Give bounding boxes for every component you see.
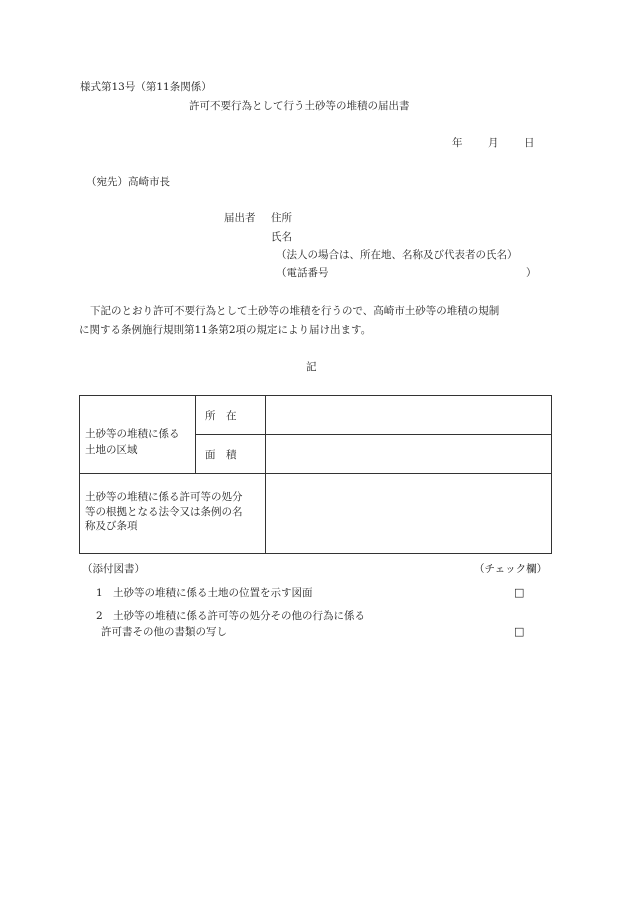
date-year-label: 年 [452,137,463,149]
body-text-line2: に関する条例施行規則第11条第2項の規定により届け出ます。 [79,324,372,336]
attachment-2-text-line2: 許可書その他の書類の写し [101,626,227,638]
attachment-2-checkbox[interactable]: □ [514,625,525,638]
phone-close-paren: ） [526,267,537,279]
attachment-2-number: 2 [96,610,103,622]
date-month-label: 月 [488,137,499,149]
legal-basis-value-cell[interactable] [266,474,552,554]
form-number: 様式第13号（第11条関係） [80,81,212,93]
size-value-cell[interactable] [266,435,552,474]
attachment-2-text-line1: 土砂等の堆積に係る許可等の処分その他の行為に係る [113,610,365,622]
size-label: 面 積 [196,435,266,474]
attachment-1-text: 土砂等の堆積に係る土地の位置を示す図面 [113,587,313,599]
attachment-1-checkbox[interactable]: □ [514,586,525,599]
notifier-name-label: 氏名 [271,231,292,243]
body-text-line1: 下記のとおり許可不要行為として土砂等の堆積を行うので、高崎市土砂等の堆積の規制 [90,305,500,317]
attachments-heading: （添付図書） [82,563,145,575]
notification-table [79,395,552,554]
check-column-heading: （チェック欄） [474,563,548,575]
legal-basis-label [80,474,266,554]
land-area-header [80,396,196,474]
document-title: 許可不要行為として行う土砂等の堆積の届出書 [189,100,410,112]
corporate-note: （法人の場合は、所在地、名称及び代表者の氏名） [276,249,518,261]
legal-basis-line1: 土砂等の堆積に係る許可等の処分 [85,491,243,503]
notifier-label: 届出者 [224,212,256,224]
addressee: （宛先）高崎市長 [86,176,170,188]
legal-basis-line3: 称及び条項 [85,520,138,533]
land-area-header-line1: 土砂等の堆積に係る [85,428,180,441]
land-area-header-line2: 土地の区域 [85,443,138,456]
location-label: 所 在 [196,396,266,435]
phone-label: （電話番号 [276,267,329,279]
date-day-label: 日 [524,137,535,149]
attachment-1-number: 1 [96,587,103,599]
notifier-address-label: 住所 [271,212,292,224]
location-value-cell[interactable] [266,396,552,435]
legal-basis-line2: 等の根拠となる法令又は条例の名 [85,505,243,518]
note-heading: 記 [306,361,317,373]
